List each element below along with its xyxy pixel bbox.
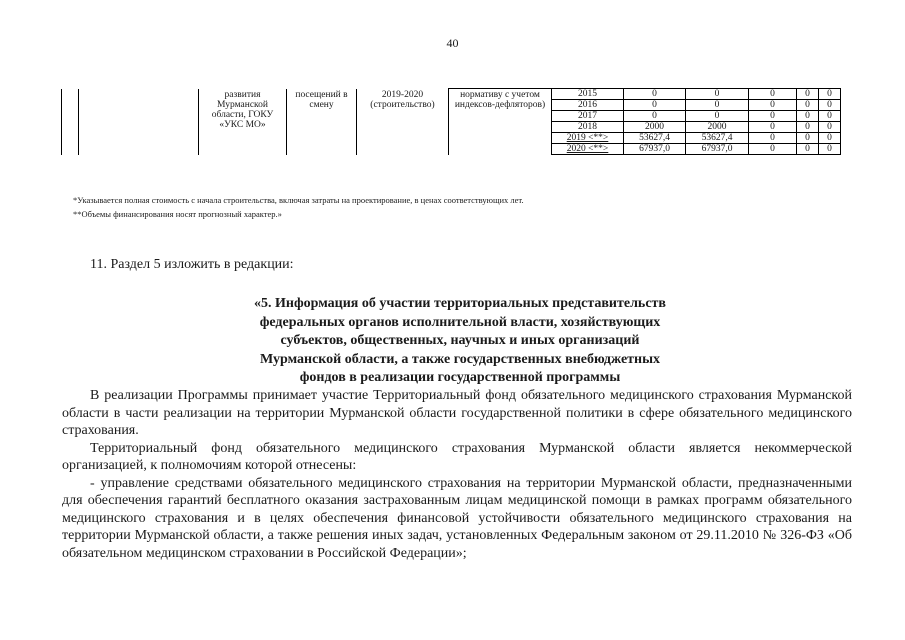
table-cell-cost-note: нормативу с учетом индексов-дефляторов) <box>449 89 552 122</box>
table-row <box>62 89 864 100</box>
table-cell-value: 0 <box>797 100 819 111</box>
table-cell-value: 0 <box>819 133 841 144</box>
table-cell-value: 0 <box>749 144 797 155</box>
table-cell-value: 0 <box>819 100 841 111</box>
table-cell-capacity: посещений в смену <box>287 89 357 155</box>
footnote-1: *Указывается полная стоимость с начала строительства, включая затраты на проектирование, в ценах соответствующих лет. <box>73 195 524 205</box>
table-cell-executor: развития Мурманской области, ГОКУ «УКС МО» <box>199 89 287 155</box>
table-cell-value: 0 <box>686 89 749 100</box>
heading-line: субъектов, общественных, научных и иных организаций <box>280 333 640 348</box>
heading-line: фондов в реализации государственной программы <box>299 370 621 385</box>
paragraph: Территориальный фонд обязательного медицинского страхования Мурманской области является некоммерческой организацией, к полномочиям которой отнесены: <box>62 440 852 473</box>
table-cell-value: 53627,4 <box>686 133 749 144</box>
heading-line: Мурманской области, а также государственных внебюджетных <box>259 351 661 367</box>
table-cell-value: 0 <box>624 100 686 111</box>
table-cell-value: 67937,0 <box>624 144 686 155</box>
body-text <box>62 387 852 562</box>
table-cell-year: 2018 <box>552 122 624 133</box>
paragraph: - управление средствами обязательного медицинского страхования на территории Мурманской области, предназначенными для обеспечения гарантий бесплатного оказания застрахованным лицам медицинской помощи в рамках программ обязательного медицинского страхования и в целях обеспечения финансовой устойчивости обязательного медицинского страхования на территории Мурманской области, а также решения иных задач, установленных Федеральным законом от 29.11.2010 № 326-ФЗ «Об обязательном медицинском страховании в Российской Федерации»; <box>62 475 852 561</box>
table-cell-empty <box>62 89 79 155</box>
table-cell-value: 0 <box>624 111 686 122</box>
table-cell-empty <box>79 89 199 155</box>
table-cell-value: 0 <box>819 122 841 133</box>
table-cell-value: 0 <box>797 144 819 155</box>
section-heading <box>170 295 750 388</box>
table-cell-value: 0 <box>749 133 797 144</box>
table-cell-value: 2000 <box>624 122 686 133</box>
footnote-2: **Объемы финансирования носят прогнозный характер.» <box>73 209 282 219</box>
table-cell-year: 2020 <**> <box>552 144 624 155</box>
table-cell-value: 0 <box>749 100 797 111</box>
footnotes <box>73 193 524 221</box>
table-cell-value: 0 <box>749 111 797 122</box>
financing-table <box>61 88 864 155</box>
table-cell-value: 0 <box>749 89 797 100</box>
item-11: 11. Раздел 5 изложить в редакции: <box>90 257 294 272</box>
heading-line: «5. Информация об участии территориальных представительств <box>254 296 666 311</box>
page-number: 40 <box>446 36 459 50</box>
table-cell-value: 0 <box>797 122 819 133</box>
table-cell-year: 2017 <box>552 111 624 122</box>
table-cell-value: 0 <box>797 111 819 122</box>
table-cell-value: 0 <box>819 111 841 122</box>
table-cell-period: 2019-2020 (строительство) <box>357 89 449 155</box>
table-cell-value: 0 <box>819 89 841 100</box>
table-cell-value: 0 <box>686 100 749 111</box>
table-cell-value: 0 <box>797 133 819 144</box>
table-cell-value: 0 <box>749 122 797 133</box>
table-cell-value: 53627,4 <box>624 133 686 144</box>
paragraph: В реализации Программы принимает участие Территориальный фонд обязательного медицинского страхования Мурманской области в части реализации на территории Мурманской области государственной политики в сфере обязательного медицинского страхования. <box>62 388 852 438</box>
table-cell-value: 0 <box>819 144 841 155</box>
table-cell-year: 2019 <**> <box>552 133 624 144</box>
table-cell-value: 67937,0 <box>686 144 749 155</box>
heading-line: федеральных органов исполнительной власти, хозяйствующих <box>259 314 661 330</box>
table-cell-value: 0 <box>686 111 749 122</box>
table-cell-value: 2000 <box>686 122 749 133</box>
table-cell-year: 2015 <box>552 89 624 100</box>
table-cell-value: 0 <box>797 89 819 100</box>
table-cell-year: 2016 <box>552 100 624 111</box>
table-cell-empty <box>449 122 552 155</box>
table-cell-value: 0 <box>624 89 686 100</box>
